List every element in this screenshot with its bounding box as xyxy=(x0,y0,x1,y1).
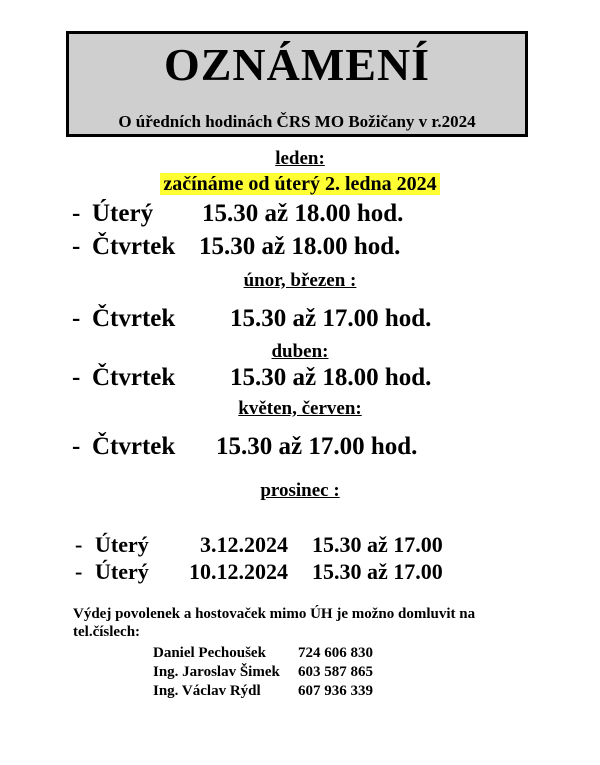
page-subtitle: O úředních hodinách ČRS MO Božičany v r.2024 xyxy=(118,112,476,131)
contact-phone: 607 936 339 xyxy=(298,683,373,699)
footer-note-line-2: tel.číslech: xyxy=(73,624,141,640)
time-range: 15.30 až 18.00 hod. xyxy=(202,200,404,227)
bullet-dash: - xyxy=(72,305,81,332)
schedule-row-december-1 xyxy=(75,532,443,558)
date-label: 10.12.2024 xyxy=(189,559,288,584)
day-label: Čtvrtek xyxy=(92,364,176,391)
contact-name: Daniel Pechoušek xyxy=(153,645,266,661)
contact-phone: 603 587 865 xyxy=(298,664,373,680)
january-start-note xyxy=(0,173,600,196)
time-range: 15.30 až 18.00 hod. xyxy=(230,364,432,391)
month-heading-january: leden: xyxy=(275,148,325,169)
bullet-dash: - xyxy=(72,364,81,391)
day-label: Čtvrtek xyxy=(92,233,176,260)
month-heading-april: duben: xyxy=(271,341,329,362)
contact-row xyxy=(153,683,373,700)
month-heading-feb-mar: únor, březen : xyxy=(243,270,357,291)
page-title: OZNÁMENÍ xyxy=(163,39,431,90)
footer-note-line-1: Výdej povolenek a hostovaček mimo ÚH je možno domluvit na xyxy=(73,606,476,622)
schedule-row-january-1 xyxy=(72,200,403,228)
date-label: 3.12.2024 xyxy=(200,532,288,557)
contact-row xyxy=(153,645,373,662)
time-range: 15.30 až 17.00 xyxy=(312,559,443,584)
time-range: 15.30 až 17.00 xyxy=(312,532,443,557)
schedule-row-may-jun xyxy=(72,433,417,461)
contact-phone: 724 606 830 xyxy=(298,645,373,661)
bullet-dash: - xyxy=(75,532,83,557)
time-range: 15.30 až 17.00 hod. xyxy=(230,305,432,332)
schedule-row-april xyxy=(72,364,431,392)
day-label: Čtvrtek xyxy=(92,433,176,460)
time-range: 15.30 až 18.00 hod. xyxy=(199,233,401,260)
bullet-dash: - xyxy=(72,233,81,260)
bullet-dash: - xyxy=(72,200,81,227)
schedule-row-january-2 xyxy=(72,233,400,261)
announcement-header xyxy=(66,31,528,137)
day-label: Čtvrtek xyxy=(92,305,176,332)
bullet-dash: - xyxy=(72,433,81,460)
day-label: Úterý xyxy=(95,559,149,584)
highlighted-note: začínáme od úterý 2. ledna 2024 xyxy=(160,173,439,195)
day-label: Úterý xyxy=(92,200,154,227)
contact-row xyxy=(153,664,373,681)
day-label: Úterý xyxy=(95,532,149,557)
schedule-row-feb-mar xyxy=(72,305,431,333)
schedule-row-december-2 xyxy=(75,559,443,585)
month-heading-may-jun: květen, červen: xyxy=(238,398,362,419)
month-heading-december: prosinec : xyxy=(260,480,340,501)
bullet-dash: - xyxy=(75,559,83,584)
contact-name: Ing. Jaroslav Šimek xyxy=(153,664,280,680)
time-range: 15.30 až 17.00 hod. xyxy=(216,433,418,460)
contact-name: Ing. Václav Rýdl xyxy=(153,683,261,699)
